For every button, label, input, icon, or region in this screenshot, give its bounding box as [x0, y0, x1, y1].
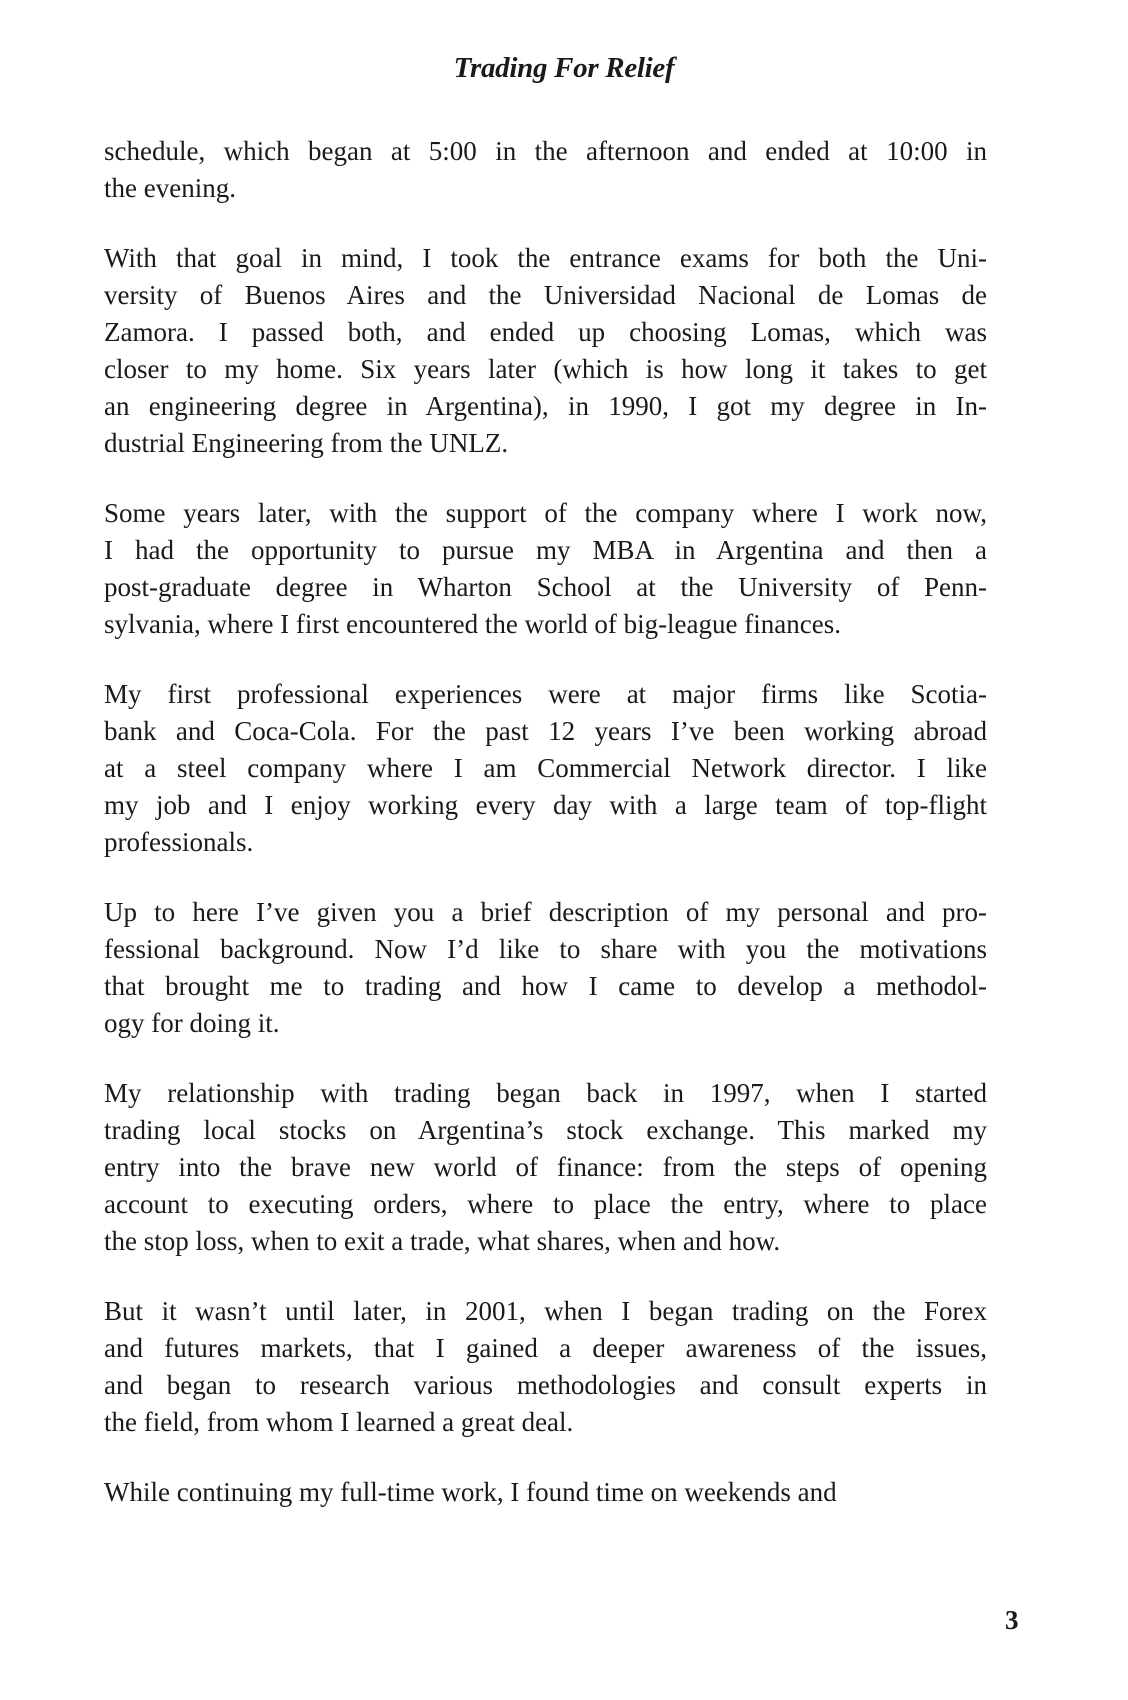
text-line: But it wasn’t until later, in 2001, when I began trading on the Forex	[104, 1296, 987, 1326]
page-number: 3	[1005, 1605, 1019, 1635]
text-line: Zamora. I passed both, and ended up choosing Lomas, which was	[104, 317, 987, 347]
text-line: ogy for doing it.	[104, 1008, 280, 1038]
text-line: at a steel company where I am Commercial Network director. I like	[104, 753, 987, 783]
text-line: schedule, which began at 5:00 in the afternoon and ended at 10:00 in	[104, 136, 987, 166]
paragraph	[104, 1075, 987, 1260]
text-line: trading local stocks on Argentina’s stock exchange. This marked my	[104, 1115, 987, 1145]
paragraph	[104, 133, 987, 207]
paragraph	[104, 1293, 987, 1441]
running-head-title: Trading For Relief	[453, 52, 675, 84]
text-line: that brought me to trading and how I came to develop a methodol-	[104, 971, 987, 1001]
body-text	[104, 133, 987, 1544]
text-line: My first professional experiences were at major firms like Scotia-	[104, 679, 987, 709]
text-line: fessional background. Now I’d like to share with you the motivations	[104, 934, 987, 964]
paragraph	[104, 495, 987, 643]
text-line: and futures markets, that I gained a deeper awareness of the issues,	[104, 1333, 987, 1363]
text-line: versity of Buenos Aires and the Universidad Nacional de Lomas de	[104, 280, 987, 310]
text-line: Up to here I’ve given you a brief description of my personal and pro-	[104, 897, 987, 927]
text-line: and began to research various methodologies and consult experts in	[104, 1370, 987, 1400]
text-line: professionals.	[104, 827, 254, 857]
text-line: entry into the brave new world of finance: from the steps of opening	[104, 1152, 987, 1182]
paragraph	[104, 676, 987, 861]
text-line: While continuing my full-time work, I found time on weekends and	[104, 1477, 837, 1507]
text-line: post-graduate degree in Wharton School at the University of Penn-	[104, 572, 987, 602]
text-line: an engineering degree in Argentina), in 1990, I got my degree in In-	[104, 391, 987, 421]
text-line: my job and I enjoy working every day with a large team of top-flight	[104, 790, 987, 820]
text-line: the evening.	[104, 173, 236, 203]
text-line: account to executing orders, where to place the entry, where to place	[104, 1189, 987, 1219]
text-line: dustrial Engineering from the UNLZ.	[104, 428, 509, 458]
paragraph	[104, 240, 987, 462]
text-line: bank and Coca-Cola. For the past 12 years I’ve been working abroad	[104, 716, 987, 746]
text-line: the stop loss, when to exit a trade, what shares, when and how.	[104, 1226, 781, 1256]
text-line: With that goal in mind, I took the entrance exams for both the Uni-	[104, 243, 987, 273]
text-line: the field, from whom I learned a great deal.	[104, 1407, 574, 1437]
text-line: Some years later, with the support of the company where I work now,	[104, 498, 987, 528]
text-line: My relationship with trading began back in 1997, when I started	[104, 1078, 987, 1108]
text-line: sylvania, where I first encountered the world of big-league finances.	[104, 609, 841, 639]
text-line: closer to my home. Six years later (which is how long it takes to get	[104, 354, 987, 384]
paragraph	[104, 894, 987, 1042]
text-line: I had the opportunity to pursue my MBA in Argentina and then a	[104, 535, 987, 565]
paragraph	[104, 1474, 987, 1511]
